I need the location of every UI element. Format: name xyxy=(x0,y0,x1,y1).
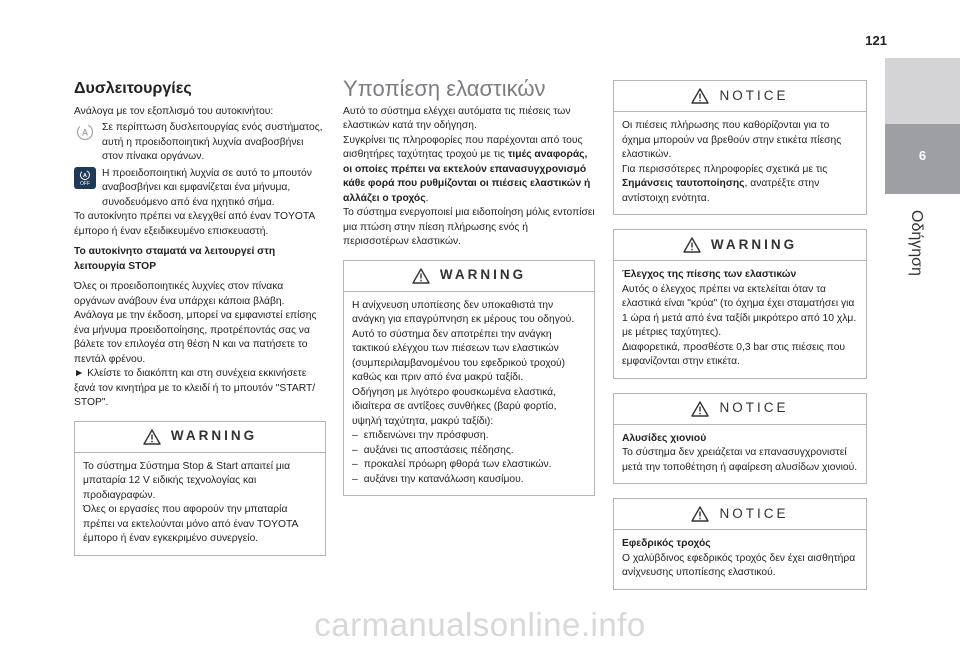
list-item xyxy=(352,444,586,459)
notice3-heading: Εφεδρικός τροχός xyxy=(622,538,711,549)
stop-start-off-button-icon: A OFF xyxy=(74,167,96,189)
notice1-plain: Για περισσότερες πληροφορίες σχετικά με τις xyxy=(622,163,828,175)
restart-step xyxy=(74,367,326,411)
warning-triangle-icon xyxy=(683,237,701,253)
chapter-number: 6 xyxy=(918,148,927,163)
intro-text: Ανάλογα με τον εξοπλισμό του αυτοκινήτου: xyxy=(74,105,274,117)
list-item-text: προκαλεί πρόωρη φθορά των ελαστικών. xyxy=(363,459,552,470)
list-item xyxy=(352,429,586,444)
column-notices xyxy=(613,80,867,590)
warning-triangle-icon xyxy=(143,429,161,445)
notice-body xyxy=(614,112,866,214)
warning-box-battery xyxy=(74,421,326,556)
column-malfunctions xyxy=(74,82,326,556)
notice1-text-2 xyxy=(622,163,858,207)
warning-header xyxy=(344,261,594,292)
lamp2-text: Η προειδοποιητική λυχνία σε αυτό το μπουτόν αναβοσβήνει και εμφανίζεται ένα μήνυμα, συνοδευόμενο από ένα ηχητικό σήμα. xyxy=(102,167,312,208)
notice2-heading: Αλυσίδες χιονιού xyxy=(622,432,707,444)
warning-text-1: Το σύστημα Σύστημα Stop & Start απαιτεί μια μπαταρία 12 V ειδικής τεχνολογίας και προδιαγραφών. xyxy=(83,460,291,501)
dash-bullet: – xyxy=(352,430,358,441)
list-item-text: επιδεινώνει την πρόσφυση. xyxy=(363,430,489,441)
chapter-tab-active[interactable] xyxy=(885,124,960,194)
list-item xyxy=(352,473,586,488)
notice-title: NOTICE xyxy=(719,87,789,103)
warning-title: WARNING xyxy=(710,236,798,252)
section-title-malfunctions: Δυσλειτουργίες xyxy=(74,80,192,97)
comparison-end: . xyxy=(425,192,429,204)
check-text: Το αυτοκίνητο πρέπει να ελεγχθεί από έναν TOYOTA έμπορο ή έναν εξειδικευμένο επισκευαστή. xyxy=(74,211,315,237)
notice-header xyxy=(614,394,866,425)
underinflation-alert-text: Το σύστημα ενεργοποιεί μια ειδοποίηση μόλις εντοπίσει μια πτώση στην πίεση πλήρωσης ενός ή περισσοτέρων ελαστικών. xyxy=(343,207,595,247)
warning-body xyxy=(75,453,325,555)
dash-bullet: – xyxy=(352,444,358,456)
notice-triangle-icon xyxy=(691,88,709,104)
notice-box-pressures xyxy=(613,80,867,215)
warning-header xyxy=(75,422,325,453)
warning-title: WARNING xyxy=(439,267,527,283)
page-number: 121 xyxy=(865,33,887,48)
lamp-row-2 xyxy=(74,167,326,211)
arrow-bullet-icon: ► xyxy=(74,368,85,379)
notice-body xyxy=(614,530,866,589)
lamp-row-1 xyxy=(74,121,326,165)
comparison-text: Συγκρίνει τις πληροφορίες που παρέχονται από τους αισθητήρες ταχύτητας τροχού με τις xyxy=(343,134,583,160)
svg-text:A: A xyxy=(83,172,87,179)
warning-box-underinflation xyxy=(343,260,595,497)
notice-title: NOTICE xyxy=(719,400,789,416)
warning-header xyxy=(614,230,866,261)
svg-text:A: A xyxy=(81,127,89,138)
warning-text-2: Όλες οι εργασίες που αφορούν την μπαταρία πρέπει να εκτελούνται μόνο από έναν TOYOTA έμπορο ή έναν εγκεκριμένο συνεργείο. xyxy=(83,504,298,544)
warning-text-2: Διαφορετικά, προσθέστε 0,3 bar στις πιέσεις που εμφανίζονται στην ετικέτα. xyxy=(622,341,846,367)
dash-bullet: – xyxy=(352,459,358,470)
column-underinflation xyxy=(343,76,595,496)
restart-text: Κλείστε το διακόπτη και στη συνέχεια εκκινήσετε ξανά τον κινητήρα με το κλειδί ή το μπουτόν "START/ STOP". xyxy=(74,368,316,408)
notice-body xyxy=(614,425,866,484)
chapter-label: Οδήγηση xyxy=(908,210,925,276)
dash-bullet: – xyxy=(352,473,358,485)
notice1-end: , ανατρέξτε στην αντίστοιχη ενότητα. xyxy=(622,178,820,204)
warning-heading: Έλεγχος της πίεσης των ελαστικών xyxy=(622,269,797,280)
stop-mode-heading: Το αυτοκίνητο σταματά να λειτουργεί στη λειτουργία STOP xyxy=(74,246,276,272)
watermark-url: carmanualsonline.info xyxy=(314,606,646,643)
identification-markings-link: Σημάνσεις ταυτοποίησης xyxy=(622,178,745,189)
notice-box-snow-chains xyxy=(613,393,867,485)
notice-box-spare-wheel xyxy=(613,498,867,590)
warning-text-1: Η ανίχνευση υποπίεσης δεν υποκαθιστά την ανάγκη για επαγρύπνηση εκ μέρους του οδηγού. xyxy=(352,299,575,325)
stop-mode-text: Όλες οι προειδοποιητικές λυχνίες στον πίνακα οργάνων ανάβουν ένα υπάρχει κάποια βλάβη. Ανάλογα με την έκδοση, μπορεί να εμφανιστεί επίσης ένα μήνυμα προειδοποίησης, προτρέποντάς σας να βάλετε τον επιλογέα στη θέση N και να πατήσετε το πεντάλ φρένου. xyxy=(74,281,317,365)
notice-triangle-icon xyxy=(691,506,709,522)
stop-start-warning-lamp-icon xyxy=(74,121,96,143)
notice-header xyxy=(614,81,866,112)
warning-triangle-icon xyxy=(412,268,430,284)
warning-text-1: Αυτός ο έλεγχος πρέπει να εκτελείται όταν τα ελαστικά είναι "κρύα" (το όχημα έχει σταματήσει για 1 ώρα ή μετά από ένα ταξίδι μικρότερο από 10 χλμ. με μέτριες ταχύτητες). xyxy=(622,283,857,338)
warning-text-3: Οδήγηση με λιγότερο φουσκωμένα ελαστικά, ιδιαίτερα σε αντίξοες συνθήκες (βαρύ φορτίο, υψηλή ταχύτητα, μακρύ ταξίδι): xyxy=(352,386,557,427)
warning-text-2: Αυτό το σύστημα δεν αποτρέπει την ανάγκη τακτικού ελέγχου των πιέσεων των ελαστικών (συμπεριλαμβανομένου του εφεδρικού τροχού) καθώς και πριν από ένα μακρύ ταξίδι. xyxy=(352,328,566,383)
warning-box-pressure-check xyxy=(613,229,867,379)
notice-header xyxy=(614,499,866,530)
list-item-text: αυξάνει την κατανάλωση καυσίμου. xyxy=(363,473,524,485)
lamp1-text: Σε περίπτωση δυσλειτουργίας ενός συστήματος, αυτή η προειδοποιητική λυχνία αναβοσβήνει στον πίνακα οργάνων. xyxy=(102,122,323,162)
underinflation-intro: Αυτό το σύστημα ελέγχει αυτόματα τις πιέσεις των ελαστικών κατά την οδήγηση. xyxy=(343,105,571,131)
warning-title: WARNING xyxy=(170,428,258,444)
section-title-underinflation: Υποπίεση ελαστικών xyxy=(343,76,546,101)
notice2-text: Το σύστημα δεν χρειάζεται να επανασυγχρονιστεί μετά την τοποθέτηση ή αφαίρεση αλυσίδων χιονιού. xyxy=(622,447,858,473)
notice-triangle-icon xyxy=(691,401,709,417)
warning-body xyxy=(614,261,866,378)
chapter-tab-background xyxy=(885,58,960,124)
warning-body xyxy=(344,292,594,496)
notice3-text: Ο χαλύβδινος εφεδρικός τροχός δεν έχει αισθητήρα ανίχνευσης υποπίεσης ελαστικού. xyxy=(622,552,856,578)
list-item-text: αυξάνει τις αποστάσεις πέδησης. xyxy=(363,444,514,456)
comparison-bold-text: τιμές αναφοράς, οι οποίες πρέπει να εκτελούν επανασυγχρονισμό κάθε φορά που ρυθμίζονται οι πιέσεις ελαστικών ή αλλάζει ο τροχός xyxy=(343,149,591,204)
list-item xyxy=(352,458,586,473)
notice1-text-1: Οι πιέσεις πλήρωσης που καθορίζονται για το όχημα μπορούν να βρεθούν στην ετικέτα πίεσης ελαστικών. xyxy=(622,120,842,160)
underinflation-comparison xyxy=(343,134,595,207)
notice-title: NOTICE xyxy=(719,505,789,521)
